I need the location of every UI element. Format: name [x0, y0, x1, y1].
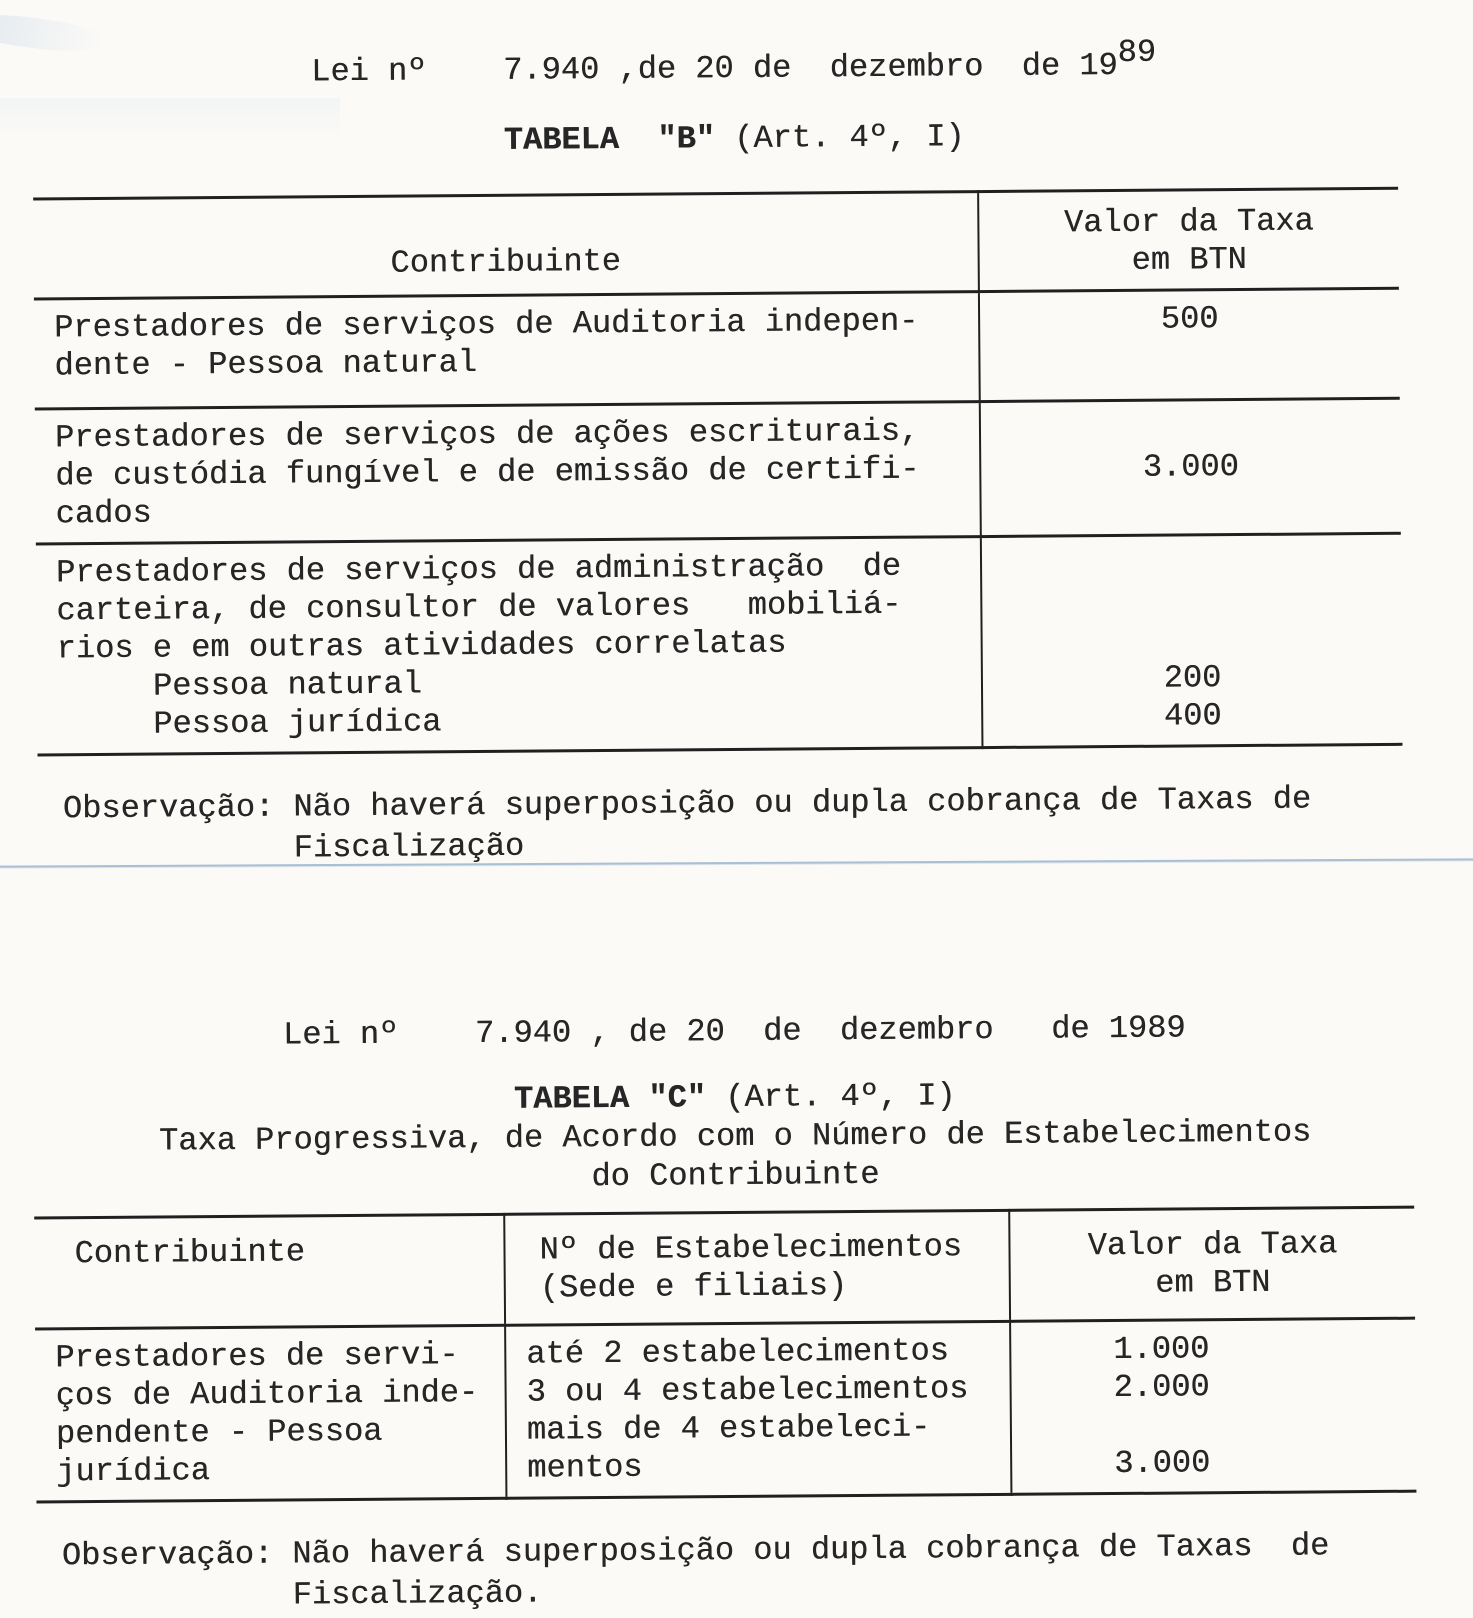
- cell-valor: 500: [979, 288, 1400, 401]
- table-c-subtitle-line2: do Contribuinte: [591, 1155, 880, 1196]
- table-b-header-row: [33, 188, 1399, 299]
- cell-valor: 200 400: [981, 533, 1403, 747]
- law-title-c-text: Lei nº 7.940 , de 20 de dezembro de 1989: [282, 1009, 1186, 1054]
- table-c-document: [0, 1007, 1473, 1618]
- table-row: [36, 533, 1403, 755]
- tax-table-b: [33, 187, 1402, 757]
- tax-table-c: [34, 1206, 1416, 1504]
- table-c-title-article: (Art. 4º, I): [705, 1077, 956, 1117]
- observacao-b: Observação: Não haverá superposição ou dupla cobrança de Taxas de Fiscalização: [62, 780, 1312, 869]
- table-b-title: [0, 114, 1471, 164]
- col-header-valor-taxa: Valor da Taxa em BTN: [978, 188, 1399, 291]
- law-title-b-year-superscript: 89: [1117, 33, 1157, 71]
- table-c-title-name: TABELA "C": [513, 1079, 707, 1118]
- cell-estabelecimentos: até 2 estabelecimentos 3 ou 4 estabelecimentos mais de 4 estabeleci- mentos: [505, 1321, 1011, 1498]
- table-row: [35, 1318, 1416, 1502]
- cell-contribuinte: Prestadores de serviços de administração de carteira, de consultor de valores mobiliá- rios e em outras atividades correlatas Pessoa natural Pessoa jurídica: [55, 547, 902, 744]
- table-b-title-name: TABELA "B": [503, 120, 716, 159]
- table-row: [35, 398, 1401, 544]
- table-c-subtitle-line1: Taxa Progressiva, de Acordo com o Número de Estabelecimentos: [158, 1113, 1312, 1160]
- cell-contribuinte: Prestadores de servi- ços de Auditoria inde- pendente - Pessoa jurídica: [55, 1336, 479, 1491]
- cell-contribuinte: Prestadores de serviços de Auditoria indepen- dente - Pessoa natural: [54, 302, 919, 385]
- table-b-title-article: (Art. 4º, I): [714, 118, 965, 158]
- observacao-c: Observação: Não haverá superposição ou dupla cobrança de Taxas de Fiscalização.: [61, 1527, 1330, 1616]
- law-title-c: [0, 1007, 1471, 1057]
- col-header-num-estabelecimentos: Nº de Estabelecimentos (Sede e filiais): [504, 1210, 1010, 1325]
- cell-valor: 3.000: [980, 398, 1401, 536]
- table-row: [34, 288, 1400, 409]
- cell-valor: 1.000 2.000 3.000: [1010, 1318, 1416, 1494]
- law-title-b-text: Lei nº 7.940 ,de 20 de dezembro de 19: [311, 46, 1118, 91]
- cell-contribuinte: Prestadores de serviços de ações escriturais, de custódia fungível e de emissão de certifi- cados: [54, 412, 920, 533]
- law-title-b: [0, 0, 1470, 94]
- col-header-contribuinte: Contribuinte: [74, 1233, 306, 1273]
- table-c-header-row: [34, 1207, 1415, 1329]
- col-header-contribuinte: Contribuinte: [390, 242, 622, 282]
- col-header-valor-taxa: Valor da Taxa em BTN: [1009, 1207, 1415, 1321]
